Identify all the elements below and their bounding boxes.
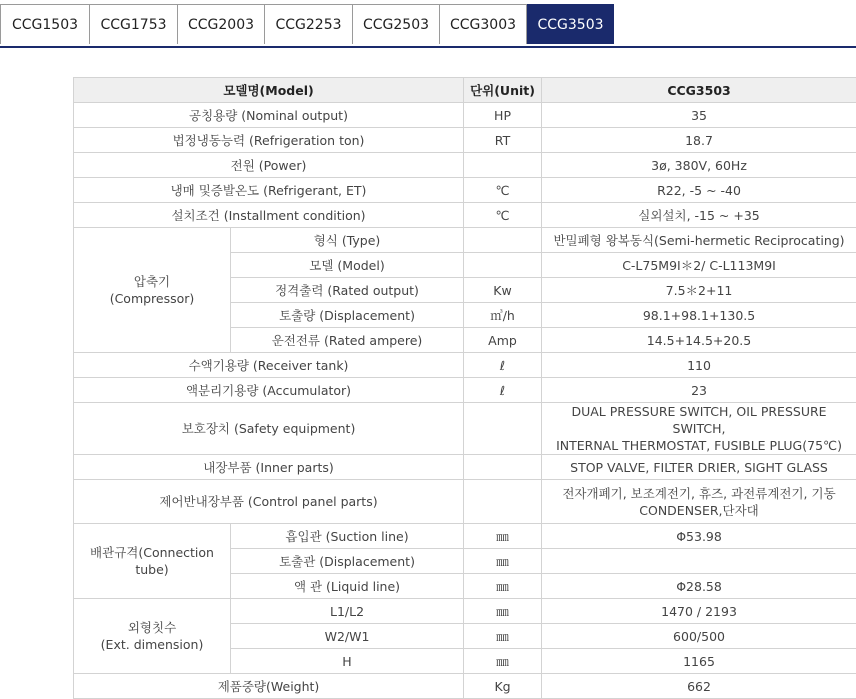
row-label: 운전전류 (Rated ampere) — [231, 328, 464, 353]
row-value: 1470 / 2193 — [542, 599, 856, 624]
row-unit: ㎜ — [464, 524, 542, 549]
row-value: 반밀폐형 왕복동식(Semi-hermetic Reciprocating) — [542, 228, 856, 253]
row-value — [542, 480, 856, 524]
table-row — [74, 599, 856, 624]
row-value: 600/500 — [542, 624, 856, 649]
row-label: 제품중량(Weight) — [74, 674, 464, 699]
row-label: 모델 (Model) — [231, 253, 464, 278]
header-unit: 단위(Unit) — [464, 78, 542, 103]
table-row — [74, 353, 856, 378]
header-model: 모델명(Model) — [74, 78, 464, 103]
row-value: STOP VALVE, FILTER DRIER, SIGHT GLASS — [542, 455, 856, 480]
row-value: 23 — [542, 378, 856, 403]
control-panel-value-line1: 전자개폐기, 보조계전기, 휴즈, 과전류계전기, 기동 — [562, 486, 835, 501]
tab-ccg2003[interactable]: CCG2003 — [177, 4, 265, 44]
row-unit — [464, 403, 542, 455]
row-value: 실외설치, -15 ~ +35 — [542, 203, 856, 228]
row-label: 형식 (Type) — [231, 228, 464, 253]
row-value — [542, 403, 856, 455]
table-row — [74, 403, 856, 455]
row-label: 액 관 (Liquid line) — [231, 574, 464, 599]
row-label: 설치조건 (Installment condition) — [74, 203, 464, 228]
row-value: 7.5＊2+11 — [542, 278, 856, 303]
row-label: 전원 (Power) — [74, 153, 464, 178]
table-row — [74, 480, 856, 524]
table-header-row — [74, 78, 856, 103]
tab-ccg2503[interactable]: CCG2503 — [352, 4, 440, 44]
row-value: 18.7 — [542, 128, 856, 153]
row-unit: Kg — [464, 674, 542, 699]
compressor-label-en: (Compressor) — [110, 291, 195, 306]
row-unit — [464, 253, 542, 278]
row-label: 수액기용량 (Receiver tank) — [74, 353, 464, 378]
row-label: W2/W1 — [231, 624, 464, 649]
table-row — [74, 128, 856, 153]
tab-ccg1503[interactable]: CCG1503 — [0, 4, 90, 44]
row-unit — [464, 153, 542, 178]
row-unit: HP — [464, 103, 542, 128]
row-value: Φ28.58 — [542, 574, 856, 599]
table-row — [74, 178, 856, 203]
table-row — [74, 455, 856, 480]
connection-label-line2: tube) — [135, 562, 168, 577]
dimension-label-en: (Ext. dimension) — [101, 637, 204, 652]
row-unit: ㎜ — [464, 574, 542, 599]
row-value: 1165 — [542, 649, 856, 674]
row-unit: ㎥/h — [464, 303, 542, 328]
row-value: Φ53.98 — [542, 524, 856, 549]
row-unit — [464, 480, 542, 524]
row-label: 흡입관 (Suction line) — [231, 524, 464, 549]
row-value: 35 — [542, 103, 856, 128]
row-label: 정격출력 (Rated output) — [231, 278, 464, 303]
dimension-label-ko: 외형칫수 — [128, 620, 176, 635]
tab-ccg3503[interactable]: CCG3503 — [527, 4, 614, 44]
safety-value-line1: DUAL PRESSURE SWITCH, OIL PRESSURE SWITCH, — [571, 404, 826, 436]
row-label: 냉매 및증발온도 (Refrigerant, ET) — [74, 178, 464, 203]
row-value: 98.1+98.1+130.5 — [542, 303, 856, 328]
safety-value-line2: INTERNAL THERMOSTAT, FUSIBLE PLUG(75℃) — [556, 438, 842, 453]
table-row — [74, 228, 856, 253]
row-unit — [464, 228, 542, 253]
row-unit: Amp — [464, 328, 542, 353]
row-label: 제어반내장부품 (Control panel parts) — [74, 480, 464, 524]
table-row — [74, 203, 856, 228]
header-model-value: CCG3503 — [542, 78, 856, 103]
row-unit: ℓ — [464, 353, 542, 378]
row-unit: ㎜ — [464, 549, 542, 574]
compressor-label-ko: 압축기 — [134, 274, 170, 289]
tab-ccg1753[interactable]: CCG1753 — [89, 4, 178, 44]
row-value: C-L75M9I＊2/ C-L113M9I — [542, 253, 856, 278]
group-label-dimension — [74, 599, 231, 674]
connection-label-line1: 배관규격(Connection — [90, 545, 214, 560]
row-unit: ㎜ — [464, 624, 542, 649]
table-row — [74, 103, 856, 128]
table-row — [74, 153, 856, 178]
row-value: 3ø, 380V, 60Hz — [542, 153, 856, 178]
row-label: L1/L2 — [231, 599, 464, 624]
group-label-connection — [74, 524, 231, 599]
spec-table — [73, 77, 856, 699]
row-unit: ℓ — [464, 378, 542, 403]
row-label: 법정냉동능력 (Refrigeration ton) — [74, 128, 464, 153]
row-value: 14.5+14.5+20.5 — [542, 328, 856, 353]
row-unit: ℃ — [464, 203, 542, 228]
row-unit: ℃ — [464, 178, 542, 203]
row-unit: ㎜ — [464, 599, 542, 624]
row-value: R22, -5 ~ -40 — [542, 178, 856, 203]
row-label: 내장부품 (Inner parts) — [74, 455, 464, 480]
table-row — [74, 378, 856, 403]
row-label: 액분리기용량 (Accumulator) — [74, 378, 464, 403]
tab-ccg2253[interactable]: CCG2253 — [264, 4, 353, 44]
model-tab-bar — [0, 0, 856, 48]
row-value: 110 — [542, 353, 856, 378]
group-label-compressor — [74, 228, 231, 353]
table-row — [74, 524, 856, 549]
row-value: 662 — [542, 674, 856, 699]
row-unit — [464, 455, 542, 480]
row-unit: Kw — [464, 278, 542, 303]
row-unit: RT — [464, 128, 542, 153]
row-value — [542, 549, 856, 574]
row-label: 토출관 (Displacement) — [231, 549, 464, 574]
control-panel-value-line2: CONDENSER,단자대 — [639, 503, 759, 518]
tab-ccg3003[interactable]: CCG3003 — [439, 4, 527, 44]
row-label: H — [231, 649, 464, 674]
row-label: 보호장치 (Safety equipment) — [74, 403, 464, 455]
row-label: 공칭용량 (Nominal output) — [74, 103, 464, 128]
row-label: 토출량 (Displacement) — [231, 303, 464, 328]
row-unit: ㎜ — [464, 649, 542, 674]
table-row — [74, 674, 856, 699]
